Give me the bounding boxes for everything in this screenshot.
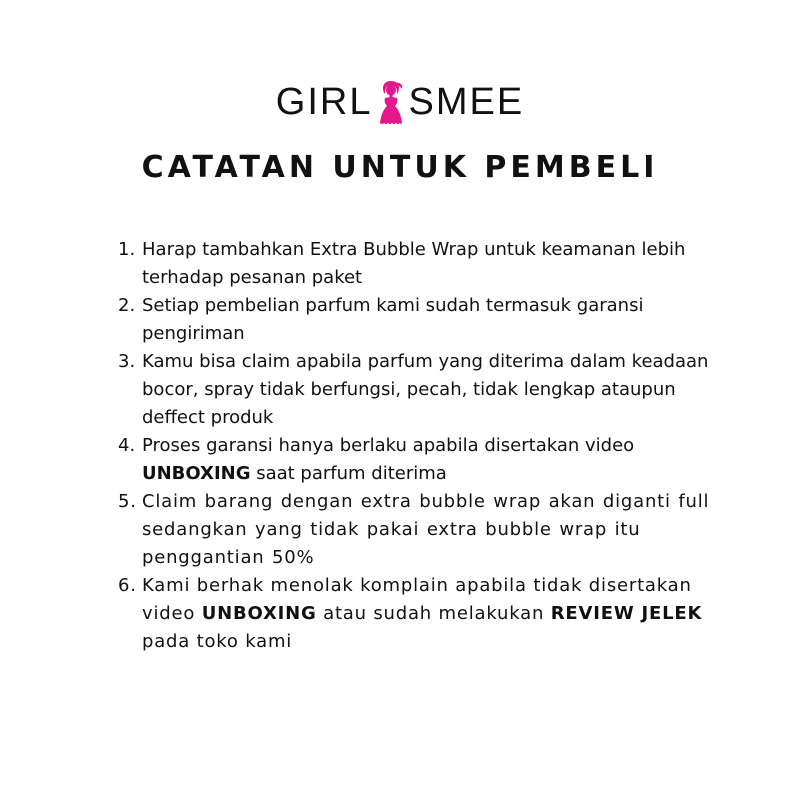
note-text-part: Kami berhak menolak komplain apabila tidak disertakan video: [142, 575, 692, 624]
note-item: [118, 236, 718, 292]
note-text: Kamu bisa claim apabila parfum yang diterima dalam keadaan bocor, spray tidak berfungsi, pecah, tidak lengkap ataupun deffect produk: [142, 351, 709, 428]
note-item: [118, 572, 718, 656]
note-text-part: Proses garansi hanya berlaku apabila disertakan video: [142, 435, 635, 456]
note-number: 4.: [118, 435, 136, 456]
note-text-part: saat parfum diterima: [256, 463, 447, 484]
brand-name-right: SMEE: [408, 81, 525, 123]
note-number: 6.: [118, 575, 137, 596]
note-text: Harap tambahkan Extra Bubble Wrap untuk keamanan lebih terhadap pesanan paket: [142, 239, 686, 288]
note-text: [142, 572, 718, 656]
note-item: [118, 432, 718, 488]
page-title: CATATAN UNTUK PEMBELI: [141, 150, 659, 185]
note-emphasis-unboxing: UNBOXING: [142, 463, 251, 484]
note-item: [118, 348, 718, 432]
pink-girl-silhouette-icon: [376, 79, 406, 125]
note-text-part: atau sudah melakukan: [323, 603, 545, 624]
note-emphasis-unboxing: UNBOXING: [201, 603, 317, 624]
notes-list: [118, 236, 718, 656]
note-text-part: pada toko kami: [142, 631, 293, 652]
note-text: [142, 432, 718, 488]
brand-logo: [0, 78, 800, 126]
note-text: Setiap pembelian parfum kami sudah termasuk garansi pengiriman: [142, 295, 644, 344]
note-number: 1.: [118, 239, 136, 260]
note-item: [118, 488, 718, 572]
note-number: 2.: [118, 295, 136, 316]
note-text: Claim barang dengan extra bubble wrap akan diganti full sedangkan yang tidak pakai extra bubble wrap itu penggantian 50%: [142, 491, 710, 568]
note-number: 5.: [118, 491, 137, 512]
brand-name-left: GIRL: [275, 81, 373, 123]
note-item: [118, 292, 718, 348]
note-number: 3.: [118, 351, 136, 372]
note-emphasis-review: REVIEW JELEK: [550, 603, 703, 624]
